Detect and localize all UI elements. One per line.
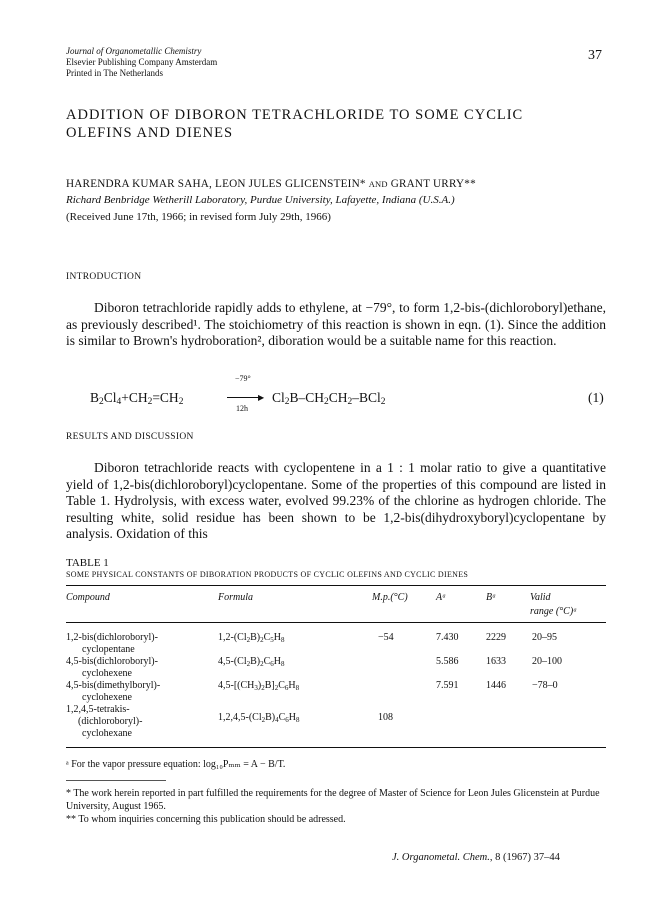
b-cell: 2229 (486, 632, 506, 643)
formula-cell: $4,5-[(CH_3)_2B]_2C_6H_8$ (218, 680, 300, 692)
citation-volume: , 8 (1967) 37–44 (489, 852, 560, 863)
affiliation: Richard Benbridge Wetherill Laboratory, Purdue University, Lafayette, Indiana (U.S.A.) (66, 194, 455, 206)
compound-name-cont: (dichloroboryl)- (78, 716, 143, 727)
compound-name: 1,2-bis(dichloroboryl)- (66, 632, 158, 643)
a-cell: 7.591 (436, 680, 459, 691)
compound-name-cont: cyclohexene (82, 692, 132, 703)
header-mp: M.p.(°C) (372, 592, 408, 603)
authors-part-1: HARENDRA KUMAR SAHA, LEON JULES GLICENSTEIN* (66, 178, 366, 190)
footnote-1: * The work herein reported in part fulfilled the requirements for the degree of Master of Science for Leon Jules Glicenstein at Purdue University, August 1965. (66, 788, 600, 812)
formula-cell: $1,2-(Cl_2B)_2C_5H_8$ (218, 632, 285, 644)
authors-part-2: GRANT URRY** (390, 178, 476, 190)
formula-cell: $1,2,4,5-(Cl_2B)_4C_6H_8$ (218, 712, 300, 724)
footnote-rule (66, 780, 166, 781)
mp-cell: 108 (378, 712, 393, 723)
intro-text: Diboron tetrachloride rapidly adds to ethylene, at −79°, to form 1,2-bis-(dichloroboryl)ethane, as previously described¹. The stoichiometry of this reaction is shown in eqn. (1). Since the addition is similar to Brown's hydroboration², diboration would be a suitable name for this reaction. (66, 300, 606, 349)
arrow-head-icon: ▶ (258, 393, 265, 402)
b-cell: 1446 (486, 680, 506, 691)
range-cell: −78–0 (532, 680, 558, 691)
header-b: Bᵃ (486, 592, 497, 603)
authors (66, 178, 476, 190)
intro-paragraph (66, 300, 606, 350)
arrow-line (227, 397, 261, 398)
equation-number: (1) (588, 390, 604, 405)
equation-right: $Cl_2B-CH_2CH_2-BCl_2$ (272, 390, 386, 407)
table-row (66, 680, 160, 704)
article-title (66, 106, 626, 142)
table-row (66, 656, 158, 680)
table-label: TABLE 1 (66, 557, 109, 569)
formula-cell: $4,5-(Cl_2B)_2C_6H_8$ (218, 656, 285, 668)
a-cell: 5.586 (436, 656, 459, 667)
table-row (66, 704, 142, 740)
range-cell: 20–95 (532, 632, 557, 643)
received-date: (Received June 17th, 1966; in revised form July 29th, 1966) (66, 211, 331, 223)
journal-header (66, 46, 217, 79)
table-footnote: ᵃ For the vapor pressure equation: log₁₀Pₘₘ = A − B/T. (66, 759, 286, 770)
compound-name-cont: cyclopentane (82, 644, 135, 655)
compound-name-cont: cyclohexene (82, 668, 132, 679)
equation-temperature: −79° (235, 374, 251, 383)
equation-left: $B_2Cl_4+CH_2=CH_2$ (90, 390, 184, 407)
table-header-rule (66, 622, 606, 623)
compound-name-cont: cyclohexane (82, 728, 132, 739)
results-heading: RESULTS AND DISCUSSION (66, 432, 194, 442)
b-cell: 1633 (486, 656, 506, 667)
intro-heading: INTRODUCTION (66, 272, 142, 282)
range-cell: 20–100 (532, 656, 562, 667)
table-top-rule (66, 585, 606, 586)
table-caption: SOME PHYSICAL CONSTANTS OF DIBORATION PRODUCTS OF CYCLIC OLEFINS AND CYCLIC DIENES (66, 570, 469, 579)
journal-name: Journal of Organometallic Chemistry (66, 46, 202, 56)
page-number: 37 (588, 48, 602, 63)
equation-time: 12h (236, 404, 248, 413)
header-formula: Formula (218, 592, 253, 603)
a-cell: 7.430 (436, 632, 459, 643)
publisher-line: Elsevier Publishing Company Amsterdam (66, 57, 218, 67)
header-a: Aᵃ (436, 592, 447, 603)
footnote-2: ** To whom inquiries concerning this publication should be adressed. (66, 814, 346, 825)
table-row (66, 632, 158, 656)
compound-name: 4,5-bis(dimethylboryl)- (66, 680, 161, 691)
header-range-2: range (°C)ᵃ (530, 606, 578, 617)
citation-footer (392, 852, 560, 863)
title-line-2: OLEFINS AND DIENES (66, 125, 234, 141)
printed-line: Printed in The Netherlands (66, 68, 164, 78)
mp-cell: −54 (378, 632, 394, 643)
compound-name: 4,5-bis(dichloroboryl)- (66, 656, 158, 667)
authors-and: AND (368, 179, 388, 189)
results-paragraph (66, 460, 606, 543)
table-bottom-rule (66, 747, 606, 748)
header-range-1: Valid (530, 592, 551, 603)
results-text: Diboron tetrachloride reacts with cyclopentene in a 1 : 1 molar ratio to give a quantitative yield of 1,2-bis(dichloroboryl)cyclopentane. Some of the properties of this compound are listed in Table 1. Hydrolysis, with excess water, evolved 99.23% of the chlorine as hydrogen chloride. The resulting white, solid residue has been shown to be 1,2-bis(dihydroxyboryl)cyclopentane by analysis. Oxidation of this (66, 460, 606, 542)
citation-journal: J. Organometal. Chem. (392, 852, 490, 863)
title-line-1: ADDITION OF DIBORON TETRACHLORIDE TO SOME CYCLIC (66, 107, 524, 123)
compound-name: 1,2,4,5-tetrakis- (66, 704, 130, 715)
header-compound: Compound (66, 592, 110, 603)
